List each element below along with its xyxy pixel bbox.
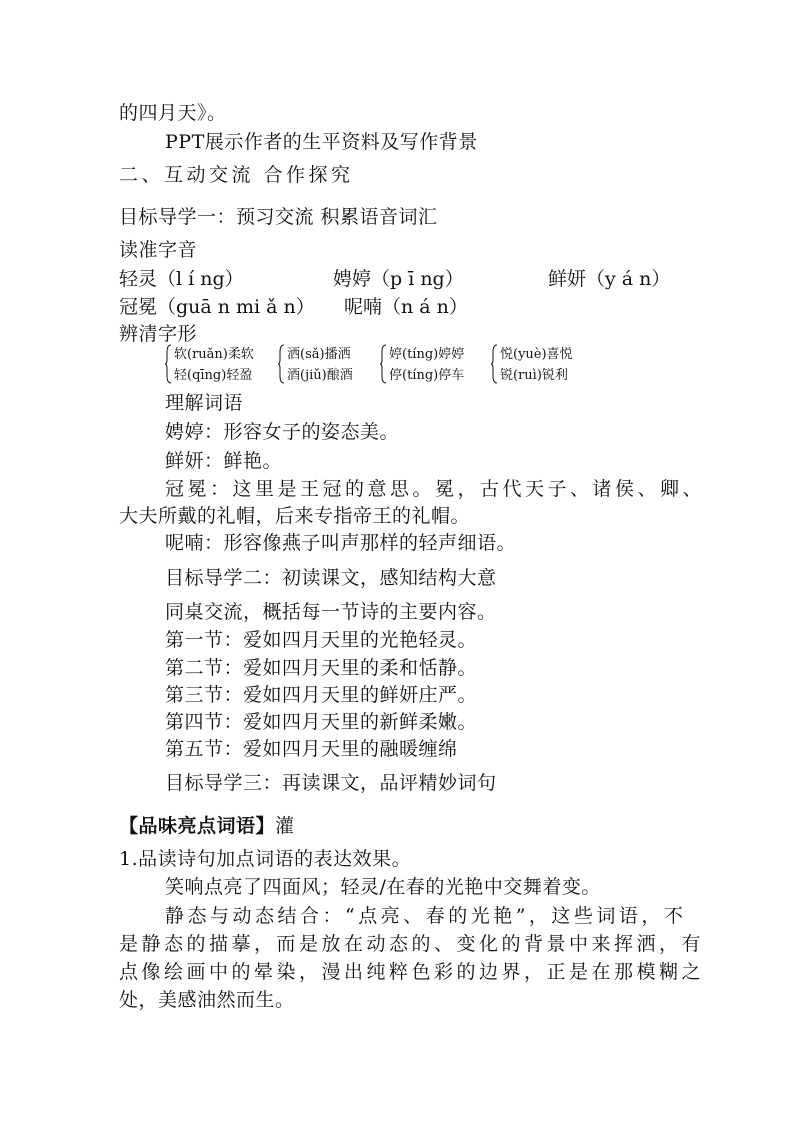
subsection-heading: 目标导学三：再读课文，品评精妙词句: [165, 772, 497, 794]
zixing-group: [165, 344, 275, 388]
zixing-item: 软(ruǎn)柔软: [174, 347, 254, 362]
text-line: 的四月天》。: [119, 102, 227, 124]
brace-icon: [491, 344, 498, 384]
brace-icon: [165, 344, 172, 384]
zixing-item: 洒(sǎ)播洒: [287, 347, 351, 362]
brace-icon: [278, 344, 285, 384]
text-line: 辨清字形: [119, 323, 198, 345]
text-line: 1.品读诗句加点词语的表达效果。: [119, 848, 412, 870]
text-line: 读准字音: [119, 239, 198, 261]
text-line: PPT展示作者的生平资料及写作背景: [165, 131, 478, 153]
highlight-heading-label: 【品味亮点词语】: [119, 815, 276, 837]
zixing-item: 轻(qīng)轻盈: [174, 368, 253, 383]
pinyin-item: 冠冕（guā n mi ǎ n）: [119, 296, 315, 318]
text-line: 鲜妍：鲜艳。: [165, 450, 283, 472]
zixing-item: 停(tíng)停车: [389, 368, 465, 383]
text-line: 处，美感油然而生。: [119, 989, 295, 1011]
text-line: 第三节：爱如四月天里的鲜妍庄严。: [165, 684, 478, 706]
pinyin-item: 轻灵（l í ng）: [119, 268, 244, 290]
text-line: 静态与动态结合：“点亮、春的光艳”，这些词语，不: [165, 905, 687, 927]
highlight-heading-extra: 灌: [275, 815, 295, 837]
text-line: 呢喃：形容像燕子叫声那样的轻声细语。: [165, 532, 517, 554]
text-line: 第五节：爱如四月天里的融暖缠绵: [165, 738, 458, 760]
text-line: 第二节：爱如四月天里的柔和恬静。: [165, 657, 478, 679]
zixing-group: [380, 344, 488, 388]
pinyin-item: 呢喃（n á n）: [344, 296, 468, 318]
zixing-item: 婷(tíng)婷婷: [389, 347, 465, 362]
pinyin-item: 鲜妍（y á n）: [548, 268, 671, 290]
text-line: 笑响点亮了四面风；轻灵/在春的光艳中交舞着变。: [165, 876, 601, 898]
text-line: 理解词语: [165, 392, 244, 414]
zixing-group: [278, 344, 378, 388]
zixing-item: 锐(ruì)锐利: [500, 368, 568, 383]
text-line: 是静态的描摹，而是放在动态的、变化的背景中来挥洒，有: [119, 933, 705, 955]
text-line: 同桌交流，概括每一节诗的主要内容。: [165, 601, 497, 623]
text-line: 娉婷：形容女子的姿态美。: [165, 421, 400, 443]
brace-icon: [380, 344, 387, 384]
subsection-heading: 目标导学二：初读课文，感知结构大意: [165, 567, 497, 589]
highlight-heading: [119, 813, 295, 839]
text-line: 冠冕：这里是王冠的意思。冕，古代天子、诸侯、卿、: [165, 478, 706, 500]
subsection-heading: 目标导学一：预习交流 积累语音词汇: [119, 206, 438, 228]
zixing-item: 悦(yuè)喜悦: [500, 347, 573, 362]
zixing-group: [491, 344, 601, 388]
text-line: 大夫所戴的礼帽，后来专指帝王的礼帽。: [119, 505, 471, 527]
text-line: 第一节：爱如四月天里的光艳轻灵。: [165, 629, 478, 651]
section-heading: 二、互动交流 合作探究: [119, 164, 354, 186]
text-line: 第四节：爱如四月天里的新鲜柔嫩。: [165, 711, 478, 733]
pinyin-item: 娉婷（p ī ng）: [333, 268, 464, 290]
text-line: 点像绘画中的晕染，漫出纯粹色彩的边界，正是在那模糊之: [119, 961, 705, 983]
zixing-item: 酒(jiǔ)酿酒: [287, 368, 353, 383]
